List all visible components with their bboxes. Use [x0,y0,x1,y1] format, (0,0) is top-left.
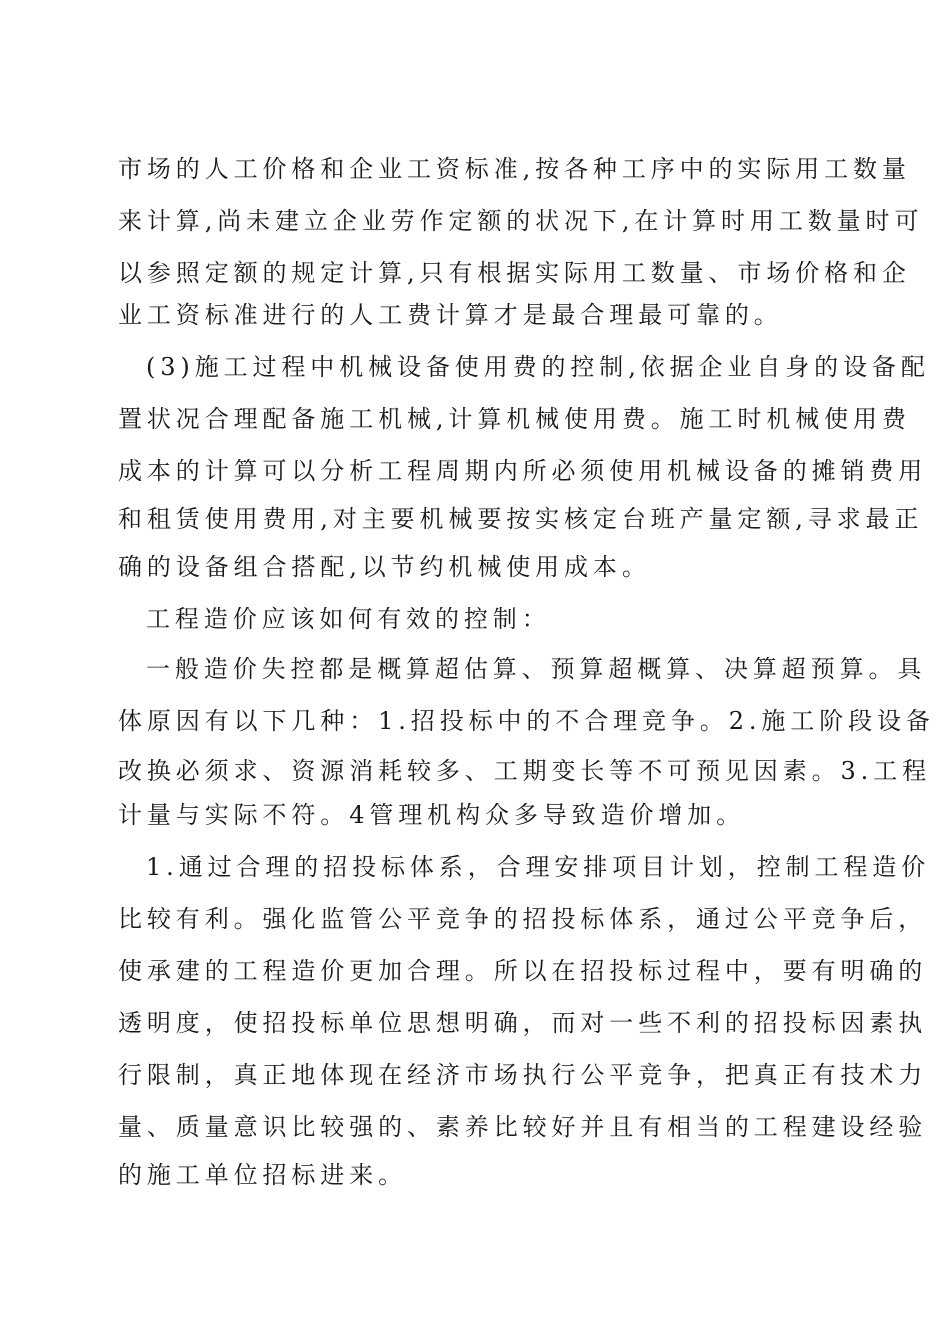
text-line: (3)施工过程中机械设备使用费的控制,依据企业自身的设备配 [146,353,930,381]
text-line: 业工资标准进行的人工费计算才是最合理最可靠的。 [118,301,783,329]
section-heading: 工程造价应该如何有效的控制： [146,605,551,633]
text-line: 1.通过合理的招投标体系，合理安排项目计划，控制工程造价 [146,853,931,881]
text-line: 成本的计算可以分析工程周期内所必须使用机械设备的摊销费用 [118,457,928,485]
text-line: 市场的人工价格和企业工资标准,按各种工序中的实际用工数量 [118,155,911,183]
text-line: 行限制，真正地体现在经济市场执行公平竞争，把真正有技术力 [118,1061,928,1089]
text-line: 以参照定额的规定计算,只有根据实际用工数量、市场价格和企 [118,259,911,287]
text-line: 量、质量意识比较强的、素养比较好并且有相当的工程建设经验 [118,1113,928,1141]
text-line: 使承建的工程造价更加合理。所以在招投标过程中，要有明确的 [118,957,928,985]
text-line: 置状况合理配备施工机械,计算机械使用费。施工时机械使用费 [118,405,911,433]
text-line: 和租赁使用费用,对主要机械要按实核定台班产量定额,寻求最正 [118,505,924,533]
text-line: 确的设备组合搭配,以节约机械使用成本。 [118,553,651,581]
text-line: 计量与实际不符。4管理机构众多导致造价增加。 [118,801,746,829]
text-line: 一般造价失控都是概算超估算、预算超概算、决算超预算。具 [146,655,927,683]
text-line: 体原因有以下几种：1.招投标中的不合理竞争。2.施工阶段设备 [118,707,935,735]
text-line: 透明度，使招投标单位思想明确，而对一些不利的招投标因素执 [118,1009,928,1037]
text-line: 改换必须求、资源消耗较多、工期变长等不可预见因素。3.工程 [118,757,931,785]
text-line: 来计算,尚未建立企业劳作定额的状况下,在计算时用工数量时可 [118,207,924,235]
text-line: 的施工单位招标进来。 [118,1161,407,1189]
text-line: 比较有利。强化监管公平竞争的招投标体系，通过公平竞争后， [118,905,928,933]
